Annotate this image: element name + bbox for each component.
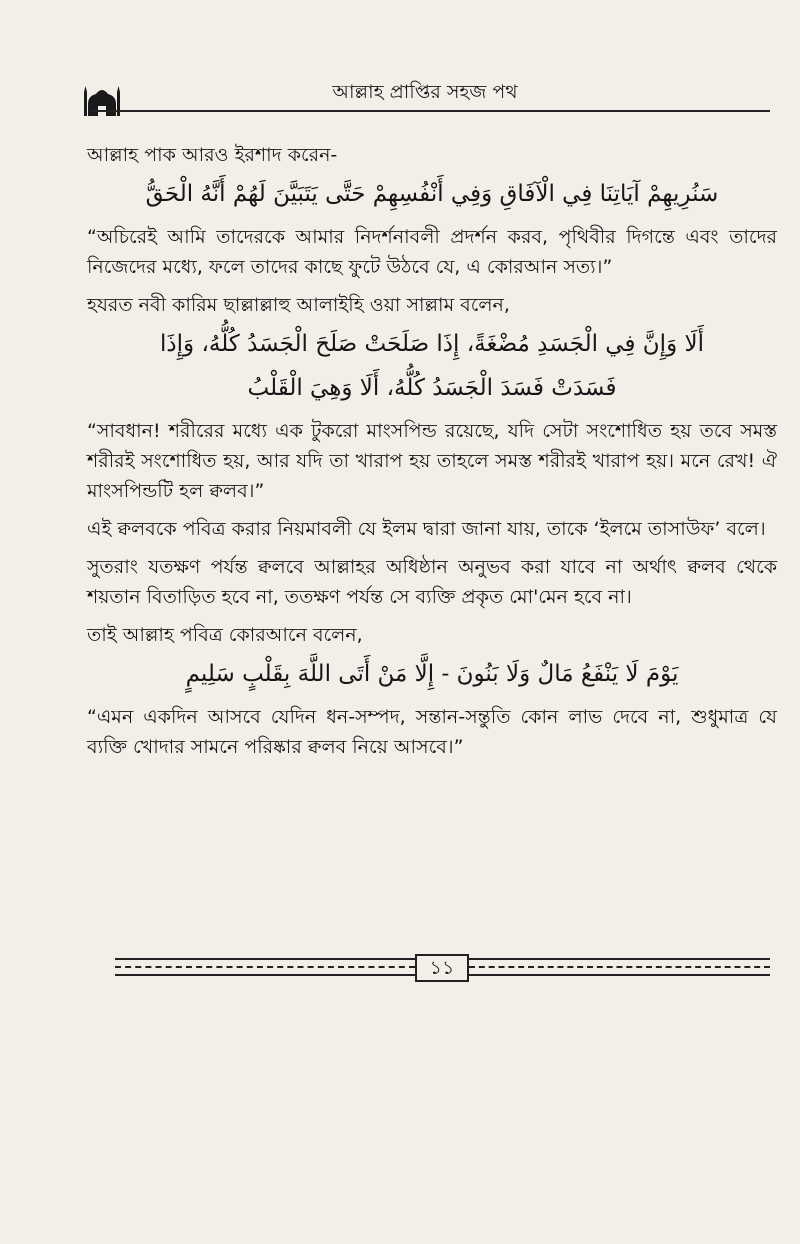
footer-rule-left-top [115,958,415,960]
paragraph-translation-3: “এমন একদিন আসবে যেদিন ধন-সম্পদ, সন্তান-সন্তুতি কোন লাভ দেবে না, শুধুমাত্র যে ব্যক্তি খোদার সামনে পরিষ্কার ক্বলব নিয়ে আসবে।” [87,706,777,758]
paragraph-translation-2: “সাবধান! শরীরের মধ্যে এক টুকরো মাংসপিন্ড রয়েছে, যদি সেটা সংশোধিত হয় তবে সমস্ত শরীরই সংশোধিত হয়, আর যদি তা খারাপ হয় তাহলে সমস্ত শরীরই খারাপ হয়। মনে রেখ! ঐ মাংসপিন্ডটি হল ক্বলব।” [87,420,777,502]
page-footer [115,950,770,984]
paragraph-tasawwuf: এই ক্বলবকে পবিত্র করার নিয়মাবলী যে ইলম দ্বারা জানা যায়, তাকে ‘ইলমে তাসাউফ’ বলে। [87,518,766,540]
arabic-ayah-2: يَوْمَ لَا يَنْفَعُ مَالٌ وَلَا بَنُونَ - إِلَّا مَنْ أَتَى اللَّهَ بِقَلْبٍ سَلِيمٍ [185,661,679,687]
page-header [80,80,770,110]
book-title: আল্লাহ প্রাপ্তির সহজ পথ [332,81,518,103]
paragraph-intro: আল্লাহ পাক আরও ইরশাদ করেন- [87,144,338,166]
page-number: ১১ [415,954,469,982]
footer-rule-right-middle [469,966,770,968]
footer-rule-left-bottom [115,974,415,976]
arabic-hadith-line-1: أَلَا وَإِنَّ فِي الْجَسَدِ مُضْغَةً، إِذَا صَلَحَتْ صَلَحَ الْجَسَدُ كُلُّهُ، وَإِذَا [160,331,704,357]
footer-rule-right-top [469,958,770,960]
footer-rule-left-middle [115,966,415,968]
paragraph-qalb: সুতরাং যতক্ষণ পর্যন্ত ক্বলবে আল্লাহর অধিষ্ঠান অনুভব করা যাবে না অর্থাৎ ক্বলব থেকে শয়তান বিতাড়িত হবে না, ততক্ষণ পর্যন্ত সে ব্যক্তি প্রকৃত মো'মেন হবে না। [87,556,777,608]
page-content [87,140,777,770]
paragraph-hadith-intro: হযরত নবী কারিম ছাল্লাল্লাহু আলাইহি ওয়া সাল্লাম বলেন, [87,294,510,316]
arabic-ayah-1: سَنُرِيهِمْ آيَاتِنَا فِي الْآفَاقِ وَفِي أَنْفُسِهِمْ حَتَّى يَتَبَيَّنَ لَهُمْ أَنَّهُ الْحَقُّ [145,181,719,207]
arabic-hadith-line-2: فَسَدَتْ فَسَدَ الْجَسَدُ كُلُّهُ، أَلَا وَهِيَ الْقَلْبُ [247,375,617,401]
header-divider [90,110,770,112]
paragraph-translation-1: “অচিরেই আমি তাদেরকে আমার নিদর্শনাবলী প্রদর্শন করব, পৃথিবীর দিগন্তে এবং তাদের নিজেদের মধ্যে, ফলে তাদের কাছে ফুটে উঠবে যে, এ কোরআন সত্য।” [87,226,777,278]
footer-rule-right-bottom [469,974,770,976]
paragraph-quran-intro: তাই আল্লাহ পবিত্র কোরআনে বলেন, [87,624,363,646]
